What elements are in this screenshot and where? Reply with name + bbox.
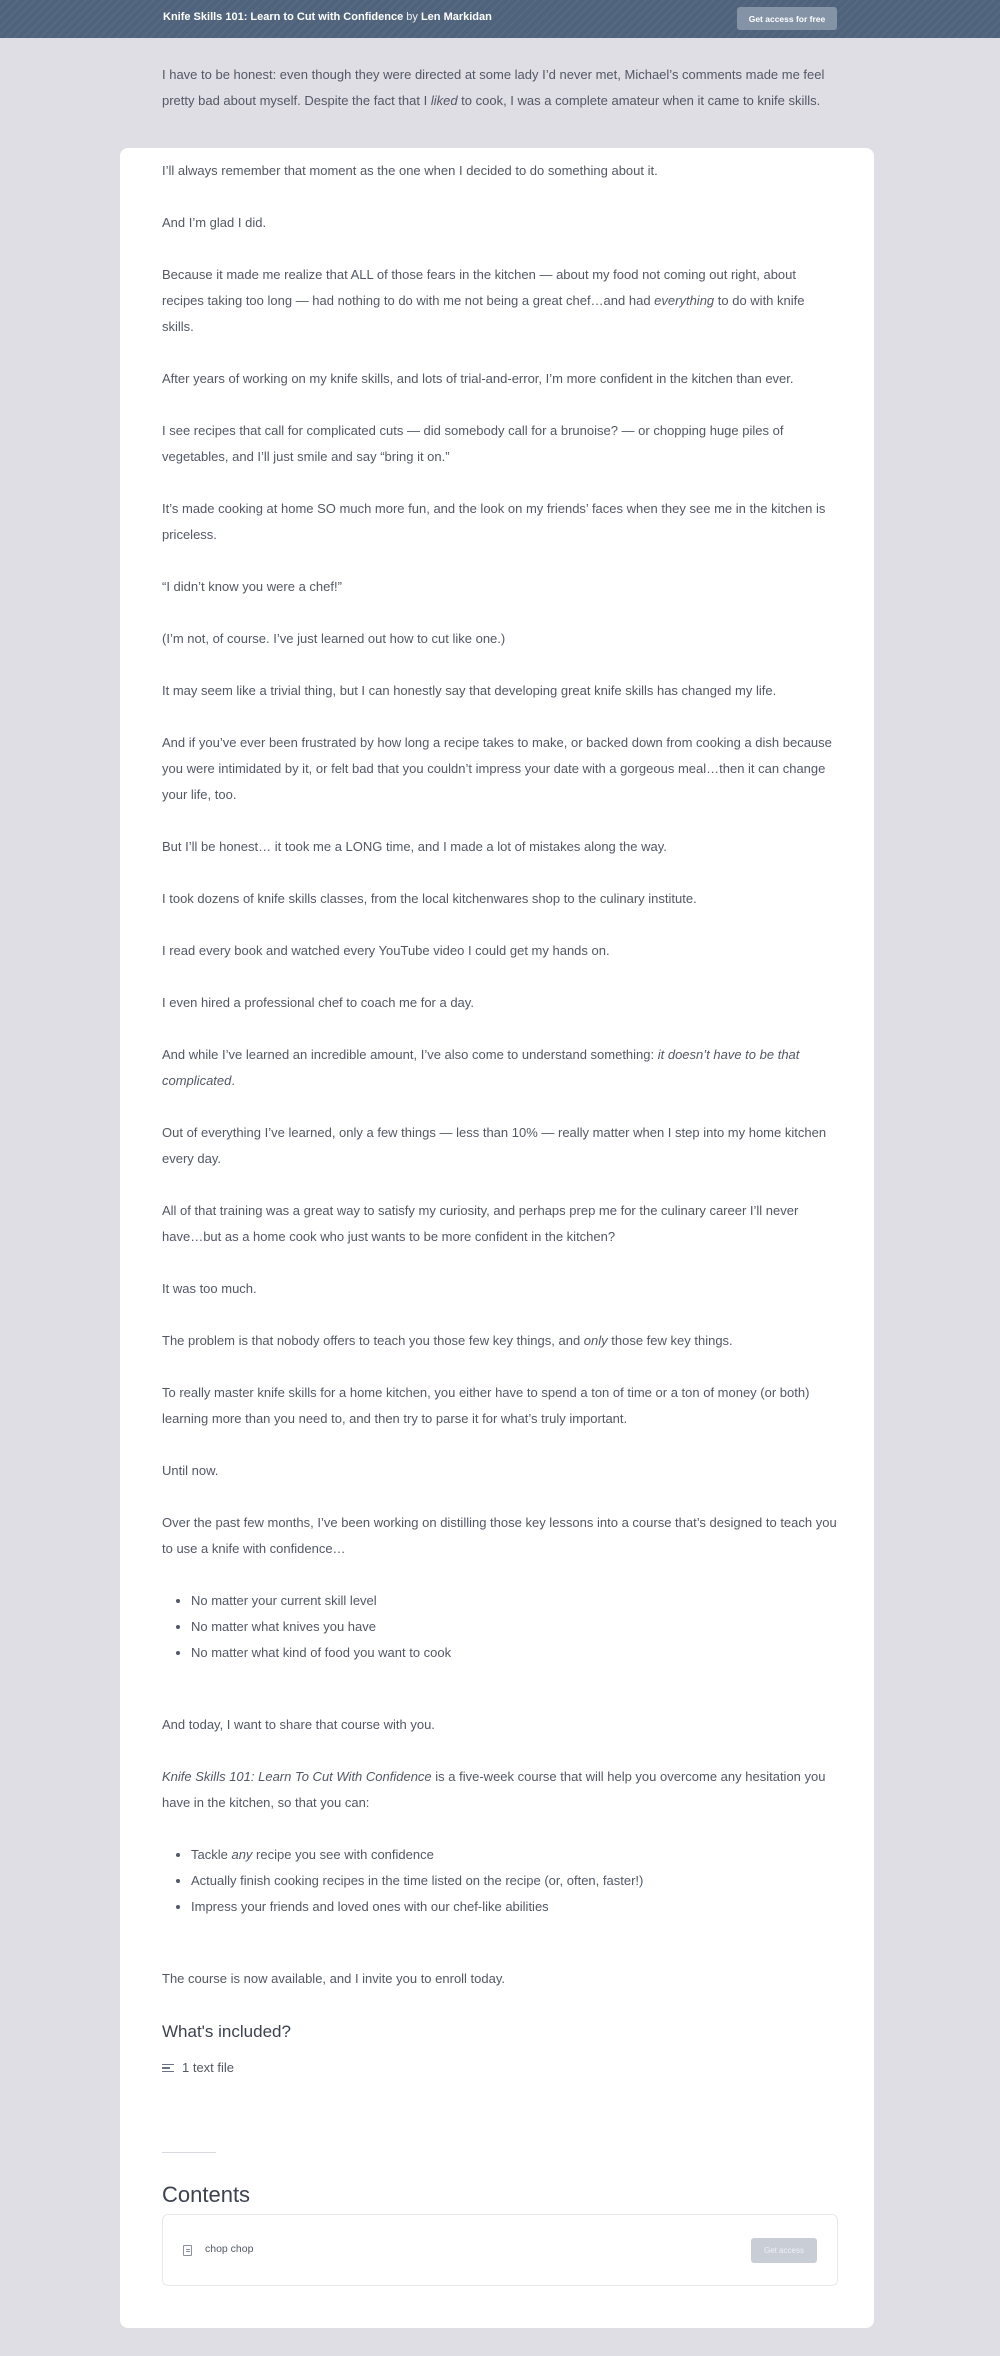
paragraph: I even hired a professional chef to coach me for a day. — [162, 995, 474, 1010]
paragraph: And while I’ve learned an incredible amount, I’ve also come to understand something: it doesn’t have to be that complicated. — [162, 1047, 800, 1088]
paragraph: I took dozens of knife skills classes, from the local kitchenwares shop to the culinary institute. — [162, 891, 697, 906]
intro-paragraph: I have to be honest: even though they were directed at some lady I’d never met, Michael’s comments made me feel pretty bad about myself. Despite the fact that I liked to cook, I was a complete amateur when it came to knife skills. — [162, 67, 825, 108]
paragraph: Because it made me realize that ALL of those fears in the kitchen — about my food not coming out right, about recipes taking too long — had nothing to do with me not being a great chef…and had everything to do with knife skills. — [162, 267, 805, 334]
paragraph: “I didn’t know you were a chef!” — [162, 579, 342, 594]
document-icon — [183, 2245, 192, 2256]
paragraph: After years of working on my knife skills, and lots of trial-and-error, I’m more confident in the kitchen than ever. — [162, 371, 794, 386]
paragraph: And I’m glad I did. — [162, 215, 267, 230]
paragraph: But I’ll be honest… it took me a LONG time, and I made a lot of mistakes along the way. — [162, 839, 667, 854]
paragraph: To really master knife skills for a home kitchen, you either have to spend a ton of time or a ton of money (or both) learning more than you need to, and then try to parse it for what’s truly important. — [162, 1385, 810, 1426]
paragraph: The problem is that nobody offers to teach you those few key things, and only those few key things. — [162, 1333, 733, 1348]
list-item: • Tackle any recipe you see with confidence — [191, 1842, 838, 1868]
paragraph: It’s made cooking at home SO much more fun, and the look on my friends’ faces when they see me in the kitchen is priceless. — [162, 501, 826, 542]
top-bar — [0, 0, 1000, 38]
list-item: • Actually finish cooking recipes in the time listed on the recipe (or, often, faster!) — [191, 1868, 838, 1894]
paragraph: And if you’ve ever been frustrated by how long a recipe takes to make, or backed down from cooking a dish because you were intimidated by it, or felt bad that you couldn’t impress your date with a gorgeous meal…then it can change your life, too. — [162, 735, 832, 802]
paragraph: The course is now available, and I invite you to enroll today. — [162, 1971, 506, 1986]
paragraph: All of that training was a great way to satisfy my curiosity, and perhaps prep me for the culinary career I’ll never have…but as a home cook who just wants to be more confident in the kitchen? — [162, 1203, 799, 1244]
paragraph: Until now. — [162, 1463, 219, 1478]
paragraph: Knife Skills 101: Learn To Cut With Confidence is a five-week course that will help you overcome any hesitation you have in the kitchen, so that you can: — [162, 1769, 826, 1810]
included-item-label: 1 text file — [182, 2060, 235, 2075]
text-lines-icon — [162, 2063, 174, 2073]
paragraph: It was too much. — [162, 1281, 257, 1296]
lesson-name: chop chop — [205, 2243, 254, 2255]
list-item: • No matter what knives you have — [191, 1614, 838, 1640]
author-name: Len Markidan — [420, 11, 492, 23]
bullet-list — [162, 1588, 838, 1666]
get-access-free-button[interactable]: Get access for free — [737, 7, 837, 30]
bullet-list — [162, 1842, 838, 1920]
contents-heading: Contents — [162, 2182, 251, 2207]
paragraph: (I’m not, of course. I’ve just learned out how to cut like one.) — [162, 631, 506, 646]
lesson-row[interactable] — [162, 2214, 838, 2286]
course-title-line — [163, 11, 492, 23]
paragraph: Over the past few months, I’ve been working on distilling those key lessons into a course that’s designed to teach you to use a knife with confidence… — [162, 1515, 837, 1556]
course-title: Knife Skills 101: Learn to Cut with Confidence — [163, 11, 404, 23]
section-divider — [162, 2152, 216, 2153]
list-item: • No matter your current skill level — [191, 1588, 838, 1614]
paragraph: Out of everything I’ve learned, only a few things — less than 10% — really matter when I step into my home kitchen every day. — [162, 1125, 827, 1166]
whats-included-heading: What's included? — [162, 2022, 291, 2041]
paragraph: And today, I want to share that course with you. — [162, 1717, 435, 1732]
course-description-card — [120, 148, 874, 2328]
list-item: • Impress your friends and loved ones with our chef-like abilities — [191, 1894, 838, 1920]
included-item — [162, 2060, 234, 2075]
description-body — [162, 158, 838, 2018]
paragraph: I see recipes that call for complicated cuts — did somebody call for a brunoise? — or chopping huge piles of vegetables, and I’ll just smile and say “bring it on.” — [162, 423, 784, 464]
by-label: by — [406, 11, 418, 23]
paragraph: It may seem like a trivial thing, but I can honestly say that developing great knife skills has changed my life. — [162, 683, 777, 698]
lesson-get-access-button[interactable]: Get access — [751, 2238, 817, 2263]
list-item: • No matter what kind of food you want to cook — [191, 1640, 838, 1666]
paragraph: I’ll always remember that moment as the one when I decided to do something about it. — [162, 163, 658, 178]
paragraph: I read every book and watched every YouTube video I could get my hands on. — [162, 943, 610, 958]
